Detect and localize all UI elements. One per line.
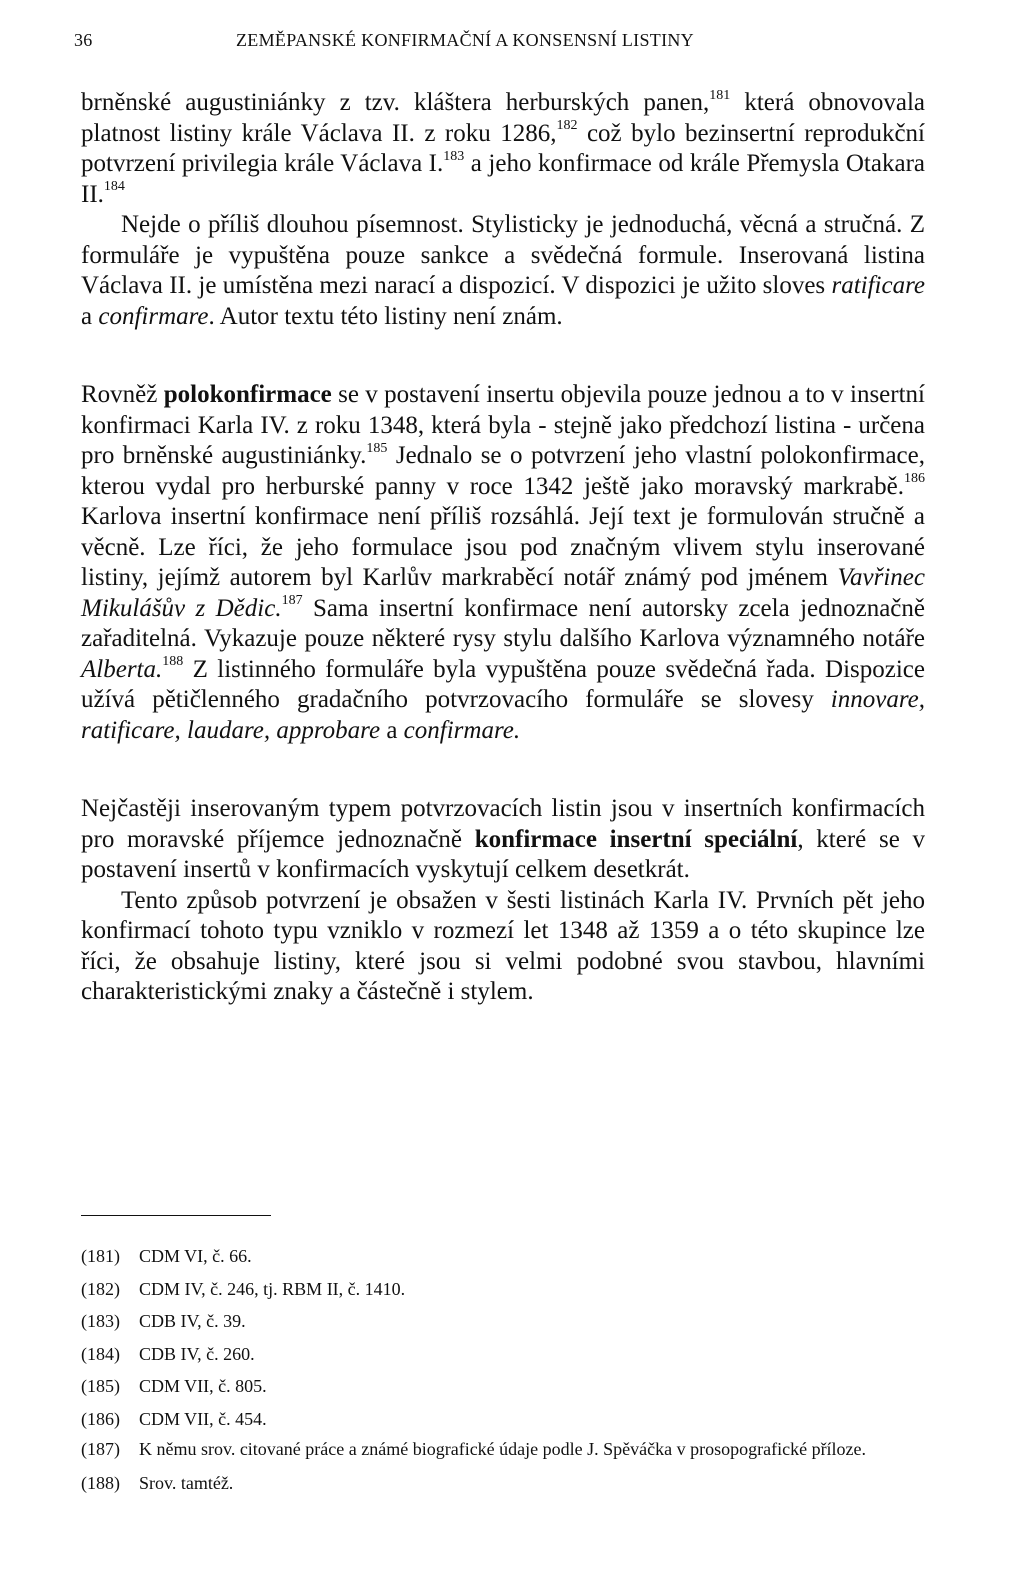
footnote: [81, 1370, 925, 1403]
footnote-number: (188): [81, 1473, 120, 1493]
footnote-reference: 181: [709, 87, 731, 103]
paragraph: [81, 380, 925, 746]
footnote-reference: 188: [162, 654, 184, 670]
footnote-text: CDB IV, č. 260.: [139, 1343, 255, 1364]
text-run: Karlova insertní konfirmace není příliš rozsáhlá. Její text je formulován stručně a věcně. Lze říci, že jeho formulace jsou pod značným vlivem stylu inserované listiny, jejímž autorem byl Karlův markraběcí notář známý pod jménem: [81, 503, 925, 591]
text-run: a: [380, 716, 404, 744]
text-run: a: [81, 302, 99, 330]
footnote-number: (185): [81, 1376, 120, 1396]
footnote-separator: [81, 1215, 271, 1216]
footnotes: [81, 1240, 925, 1500]
paragraph: [81, 210, 925, 332]
footnote: [81, 1438, 925, 1461]
text-run: což bylo bezinsertní reprodukční potvrzení privilegia krále Václava I.: [81, 119, 925, 177]
italic-text: confirmare.: [403, 716, 521, 744]
footnote-reference: 182: [556, 118, 578, 134]
text-run: . Autor textu této listiny není znám.: [208, 302, 563, 330]
text-run: Nejde o příliš dlouhou písemnost. Stylisticky je jednoduchá, věcná a stručná. Z formuláře je vypuštěna pouze sankce a svědečná formule. Inserovaná listina Václava II. je umístěna mezi narací a dispozicí. V dispozici je užito sloves: [81, 211, 925, 299]
paragraph: [81, 88, 925, 210]
italic-text: Alberta.: [81, 655, 163, 683]
footnote: [81, 1403, 925, 1436]
footnote-text: Srov. tamtéž.: [139, 1473, 234, 1493]
italic-text: ratificare: [831, 272, 925, 299]
footnote-number: (182): [81, 1278, 120, 1299]
footnote-reference: 186: [904, 471, 925, 487]
footnote-text: K němu srov. citované práce a známé biografické údaje podle J. Spěváčka v prosopografické příloze.: [139, 1439, 867, 1459]
footnote-number: (186): [81, 1408, 120, 1429]
footnote-reference: 184: [103, 179, 125, 195]
footnote-text: CDB IV, č. 39.: [139, 1311, 246, 1331]
italic-text: innovare, ratificare, laudare, approbare: [81, 686, 925, 744]
text-run: Rovněž: [81, 381, 164, 408]
paragraph: [81, 794, 925, 886]
footnote-number: (181): [81, 1246, 120, 1266]
footnote: [81, 1338, 925, 1371]
text-run: Sama insertní konfirmace není autorsky zcela jednoznačně zařaditelná. Vykazuje pouze některé rysy stylu dalšího Karlova významného notáře: [81, 594, 925, 652]
running-title: ZEMĚPANSKÉ KONFIRMAČNÍ A KONSENSNÍ LISTINY: [236, 30, 694, 50]
footnote-text: CDM IV, č. 246, tj. RBM II, č. 1410.: [139, 1278, 406, 1299]
footnote: [81, 1305, 925, 1338]
bold-text: polokonfirmace: [163, 381, 332, 408]
bold-text: konfirmace insertní speciální: [474, 825, 798, 853]
text-run: a jeho konfirmace od krále Přemysla Otakara II.: [81, 150, 925, 208]
footnote-number: (183): [81, 1311, 120, 1331]
footnote-text: CDM VII, č. 805.: [139, 1376, 267, 1396]
italic-text: Vavřinec Mikulášův z Dědic.: [81, 564, 925, 622]
text-run: Nejčastěji inserovaným typem potvrzovacích listin jsou v insertních konfirmacích pro moravské příjemce jednoznačně: [81, 795, 925, 853]
text-run: která obnovovala platnost listiny krále Václava II. z roku 1286,: [81, 89, 925, 147]
text-run: Jednalo se o potvrzení jeho vlastní polokonfirmace, kterou vydal pro herburské panny v roce 1342 ještě jako moravský markrabě.: [81, 442, 925, 500]
text-run: Tento způsob potvrzení je obsažen v šesti listinách Karla IV. Prvních pět jeho konfirmací tohoto typu vzniklo v rozmezí let 1348 až 1359 a o této skupince lze říci, že obsahuje listiny, které jsou si velmi podobné svou stavbou, hlavními charakteristickými znaky a částečně i stylem.: [81, 886, 925, 1005]
footnote: [81, 1467, 925, 1500]
footnote: [81, 1240, 925, 1273]
paragraph: [81, 886, 925, 1008]
footnote-number: (184): [81, 1343, 120, 1364]
footnote-text: CDM VII, č. 454.: [139, 1408, 267, 1429]
footnote-reference: 185: [366, 440, 388, 456]
footnote-text: CDM VI, č. 66.: [139, 1246, 252, 1266]
footnote-reference: 187: [281, 593, 303, 609]
page-number: 36: [74, 30, 93, 50]
text-run: se v postavení insertu objevila pouze jednou a to v insertní konfirmaci Karla IV. z roku 1348, která byla - stejně jako předchozí listina - určena pro brněnské augustiniánky.: [81, 381, 925, 469]
text-run: , které se v postavení insertů v konfirmacích vyskytují celkem desetkrát.: [81, 825, 925, 883]
text-run: brněnské augustiniánky z tzv. kláštera herburských panen,: [81, 89, 710, 116]
footnote-number: (187): [81, 1439, 120, 1459]
main-text: [81, 88, 925, 1008]
text-run: Z listinného formuláře byla vypuštěna pouze svědečná řada. Dispozice užívá pětičlenného gradačního potvrzovacího formuláře se slovesy: [81, 655, 925, 713]
footnote: [81, 1273, 925, 1306]
italic-text: confirmare: [98, 302, 209, 330]
footnote-reference: 183: [443, 148, 465, 164]
